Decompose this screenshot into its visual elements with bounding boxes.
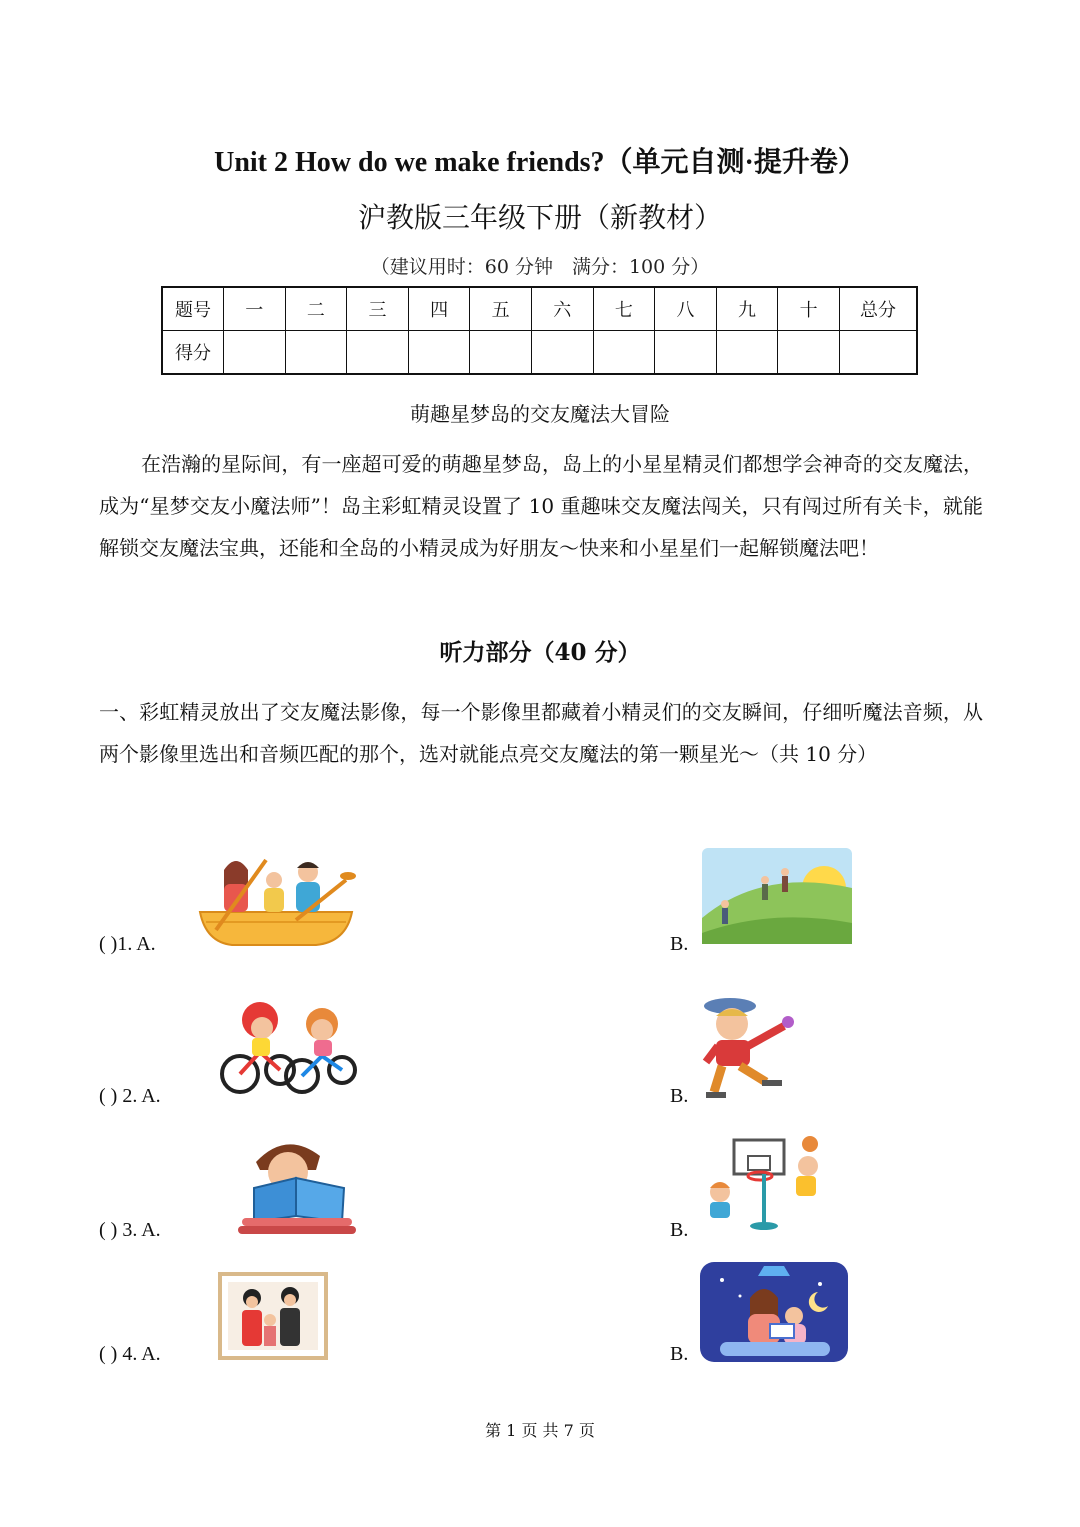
column-header: 总分 (840, 287, 918, 331)
score-cell[interactable] (655, 331, 717, 375)
column-header: 一 (224, 287, 286, 331)
question-instruction: 一、彩虹精灵放出了交友魔法影像，每一个影像里都藏着小精灵们的交友瞬间，仔细听魔法音频，从两个影像里选出和音频匹配的那个，选对就能点亮交友魔法的第一颗星光～（共 10 分） (99, 700, 983, 766)
column-header: 二 (285, 287, 347, 331)
column-header: 五 (470, 287, 532, 331)
boy-reading-book-icon (234, 1136, 364, 1236)
score-table-score-row (162, 331, 917, 375)
question-item-3-option-b: B. (670, 1219, 689, 1241)
row-label: 得分 (162, 331, 224, 375)
score-table-header-row (162, 287, 917, 331)
section-title: 听力部分（40 分） (439, 639, 641, 666)
page-title: Unit 2 How do we make friends?（单元自测·提升卷） (214, 147, 866, 178)
story-title: 萌趣星梦岛的交友魔法大冒险 (410, 402, 670, 426)
story-paragraph: 在浩瀚的星际间，有一座超可爱的萌趣星梦岛，岛上的小星星精灵们都想学会神奇的交友魔法，成为“星梦交友小魔法师”！岛主彩虹精灵设置了 10 重趣味交友魔法闯关，只有闯过所有关卡，就能解锁交友魔法宝典，还能和全岛的小精灵成为好朋友～快来和小星星们一起解锁魔法吧！ (99, 452, 983, 560)
rowing-boat-family-icon (196, 850, 356, 950)
column-header: 七 (593, 287, 655, 331)
column-header: 八 (655, 287, 717, 331)
column-header: 六 (531, 287, 593, 331)
column-header: 四 (408, 287, 470, 331)
kids-cycling-icon (218, 996, 358, 1096)
page-footer: 第 1 页 共 7 页 (485, 1421, 595, 1440)
score-cell[interactable] (531, 331, 593, 375)
hiking-hill-icon (702, 848, 852, 944)
question-item-4-option-b: B. (670, 1343, 689, 1365)
column-header: 九 (716, 287, 778, 331)
question-item-4-label: ( ) 4. A. (99, 1343, 161, 1365)
question-item-2-option-b: B. (670, 1085, 689, 1107)
page-subtitle: 沪教版三年级下册（新教材） (357, 201, 722, 234)
score-cell[interactable] (470, 331, 532, 375)
time-score-info: （建议用时：60 分钟 满分：100 分） (370, 256, 710, 278)
score-cell[interactable] (285, 331, 347, 375)
question-item-1-label: ( )1. A. (99, 933, 156, 955)
score-cell[interactable] (408, 331, 470, 375)
score-cell[interactable] (347, 331, 409, 375)
mother-reading-night-icon (700, 1262, 848, 1362)
kids-basketball-icon (700, 1134, 830, 1230)
question-item-3-label: ( ) 3. A. (99, 1219, 161, 1241)
family-photo-frame-icon (218, 1272, 328, 1360)
column-header: 三 (347, 287, 409, 331)
score-table (161, 286, 918, 375)
score-cell[interactable] (778, 331, 840, 375)
score-cell[interactable] (593, 331, 655, 375)
score-cell[interactable] (224, 331, 286, 375)
question-item-2-label: ( ) 2. A. (99, 1085, 161, 1107)
column-header: 十 (778, 287, 840, 331)
question-item-1-option-b: B. (670, 933, 689, 955)
score-cell[interactable] (840, 331, 918, 375)
row-label: 题号 (162, 287, 224, 331)
boy-ice-skating-icon (700, 996, 796, 1102)
score-cell[interactable] (716, 331, 778, 375)
